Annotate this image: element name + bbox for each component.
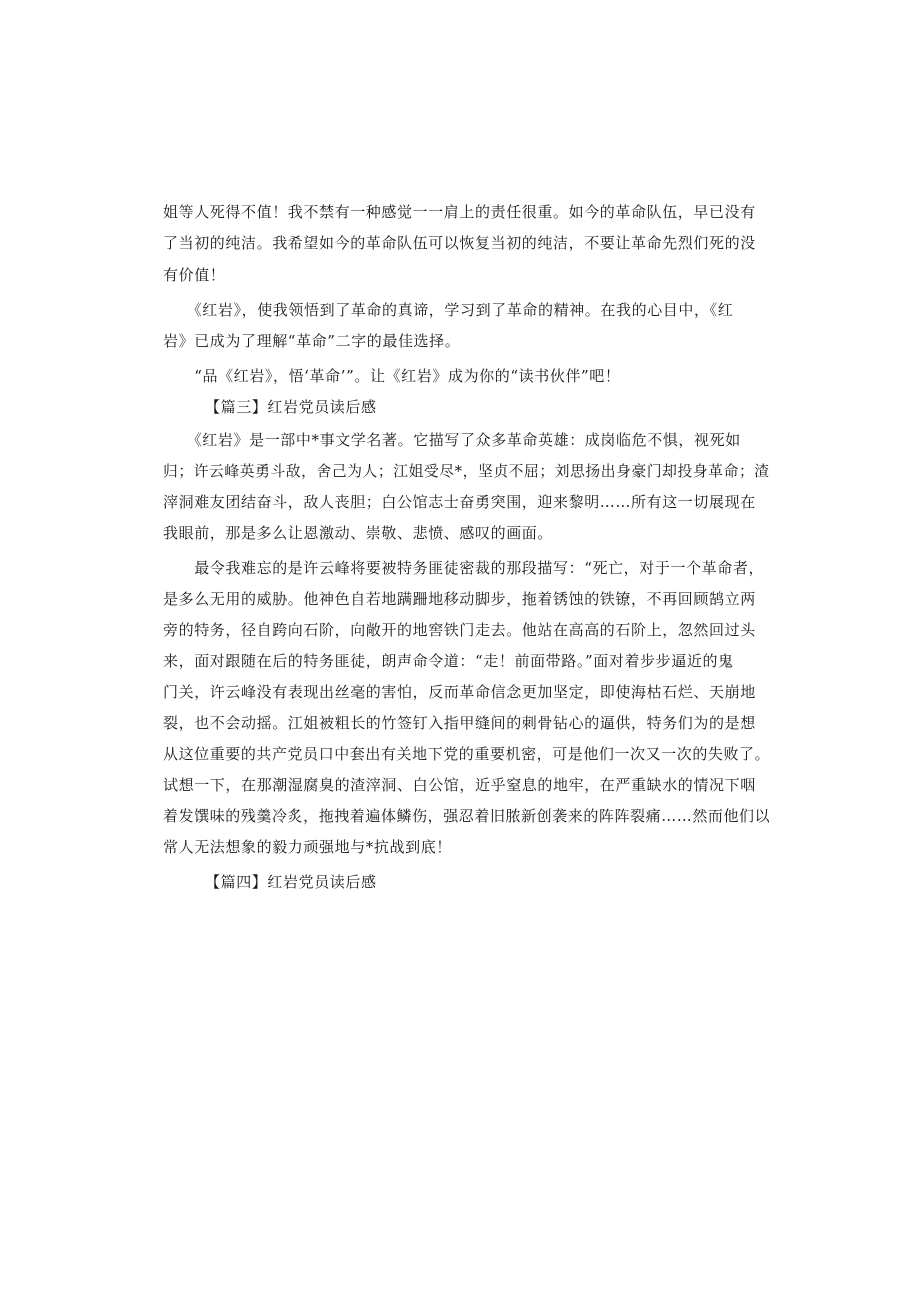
text-line: 姐等人死得不值！我不禁有一种感觉一一肩上的责任很重。如今的革命队伍，早已没有 (163, 203, 756, 221)
text-line: 滓洞难友团结奋斗，敌人丧胆；白公馆志士奋勇突围，迎来黎明……所有这一切展现在 (163, 493, 756, 511)
text-line: 着发馔味的残羹冷炙，拖拽着遍体鳞伤，强忍着旧脓新创袭来的阵阵裂痛……然而他们以 (163, 807, 771, 825)
text-line: 来，面对跟随在后的特务匪徒，朗声命令道：“走！前面带路。”面对着步步逼近的鬼 (163, 652, 734, 670)
text-line: 我眼前，那是多么让恩激动、崇敬、悲愤、感叹的画面。 (163, 524, 554, 542)
section-heading: 【篇四】红岩党员读后感 (205, 873, 377, 891)
text-line: 试想一下，在那潮湿腐臭的渣滓洞、白公馆，近乎窒息的地牢，在严重缺水的情况下咽 (163, 776, 756, 794)
text-line: 门关，许云峰没有表现出丝毫的害怕，反而革命信念更加坚定，即使海枯石烂、天崩地 (163, 683, 756, 701)
text-line: “品《红岩》，悟‘革命’”。让《红岩》成为你的“读书伙伴”吧！ (163, 367, 621, 385)
text-line: 了当初的纯洁。我希望如今的革命队伍可以恢复当初的纯洁，不要让革命先烈们死的没 (163, 234, 756, 252)
section-heading: 【篇三】红岩党员读后感 (205, 398, 377, 416)
text-line: 归；许云峰英勇斗敌，舍己为人；江姐受尽*，坚贞不屈；刘思扬出身豪门却投身革命；渣 (163, 462, 770, 480)
text-line: 裂，也不会动摇。江姐被粗长的竹签钉入指甲缝间的刺骨钻心的逼供，特务们为的是想 (163, 714, 756, 732)
text-line: 旁的特务，径自跨向石阶，向敞开的地窖铁门走去。他站在高高的石阶上，忽然回过头 (163, 621, 756, 639)
text-line: 常人无法想象的毅力顽强地与*抗战到底！ (163, 838, 452, 856)
text-line: 有价值！ (163, 266, 226, 284)
text-line: 最令我难忘的是许云峰将要被特务匪徒密裁的那段描写：“死亡，对于一个革命者， (163, 559, 765, 577)
text-line: 《红岩》，使我领悟到了革命的真谛，学习到了革命的精神。在我的心目中，《红 (163, 301, 734, 319)
text-line: 岩》已成为了理解“革命”二字的最佳选择。 (163, 332, 461, 350)
text-line: 从这位重要的共产党员口中套出有关地下党的重要机密，可是他们一次又一次的失败了。 (163, 745, 771, 763)
text-line: 是多么无用的威胁。他神色自若地蹒跚地移动脚步，拖着锈蚀的铁镣，不再回顾鹄立两 (163, 590, 756, 608)
text-line: 《红岩》是一部中*事文学名著。它描写了众多革命英雄：成岗临危不惧，视死如 (163, 431, 741, 449)
